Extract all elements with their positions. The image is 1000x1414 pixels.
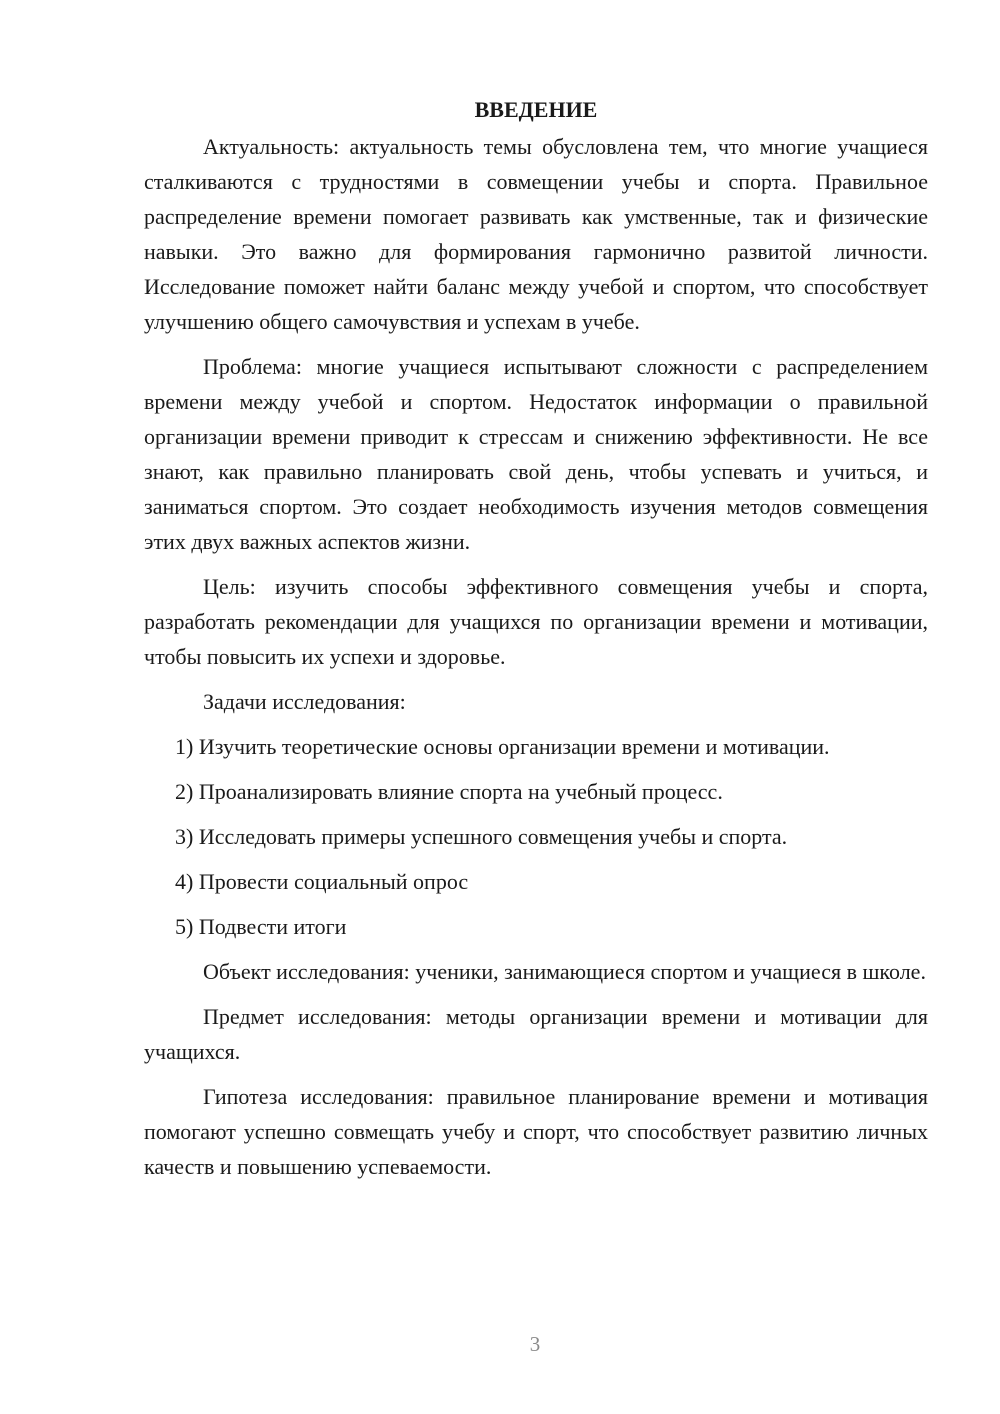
list-item: 4) Провести социальный опрос	[175, 869, 469, 894]
relevance-paragraph: Актуальность: актуальность темы обусловлена тем, что многие учащиеся сталкиваются с трудностями в совмещении учебы и спорта. Правильное распределение времени помогает развивать как умственные, так и физические навыки. Это важно для формирования гармонично развитой личности. Исследование поможет найти баланс между учебой и спортом, что способствует улучшению общего самочувствия и успехам в учебе.	[144, 134, 928, 334]
list-item: 1) Изучить теоретические основы организации времени и мотивации.	[175, 734, 830, 759]
list-item: 5) Подвести итоги	[175, 914, 347, 939]
list-item: 2) Проанализировать влияние спорта на учебный процесс.	[175, 779, 723, 804]
tasks-heading: Задачи исследования:	[203, 689, 406, 714]
problem-paragraph: Проблема: многие учащиеся испытывают сложности с распределением времени между учебой и спортом. Недостаток информации о правильной организации времени приводит к стрессам и снижению эффективности. Не все знают, как правильно планировать свой день, чтобы успевать и учиться, и заниматься спортом. Это создает необходимость изучения методов совмещения этих двух важных аспектов жизни.	[144, 354, 928, 554]
object-paragraph: Объект исследования: ученики, занимающиеся спортом и учащиеся в школе.	[203, 959, 926, 984]
tasks-list	[144, 729, 928, 944]
document-page	[144, 92, 928, 1194]
page-number: 3	[529, 1332, 541, 1356]
hypothesis-paragraph: Гипотеза исследования: правильное планирование времени и мотивация помогают успешно совмещать учебу и спорт, что способствует развитию личных качеств и повышению успеваемости.	[144, 1084, 928, 1179]
list-item: 3) Исследовать примеры успешного совмещения учебы и спорта.	[175, 824, 788, 849]
page-title: ВВЕДЕНИЕ	[474, 97, 598, 122]
subject-paragraph: Предмет исследования: методы организации времени и мотивации для учащихся.	[144, 1004, 928, 1064]
goal-paragraph: Цель: изучить способы эффективного совмещения учебы и спорта, разработать рекомендации для учащихся по организации времени и мотивации, чтобы повысить их успехи и здоровье.	[144, 574, 928, 669]
